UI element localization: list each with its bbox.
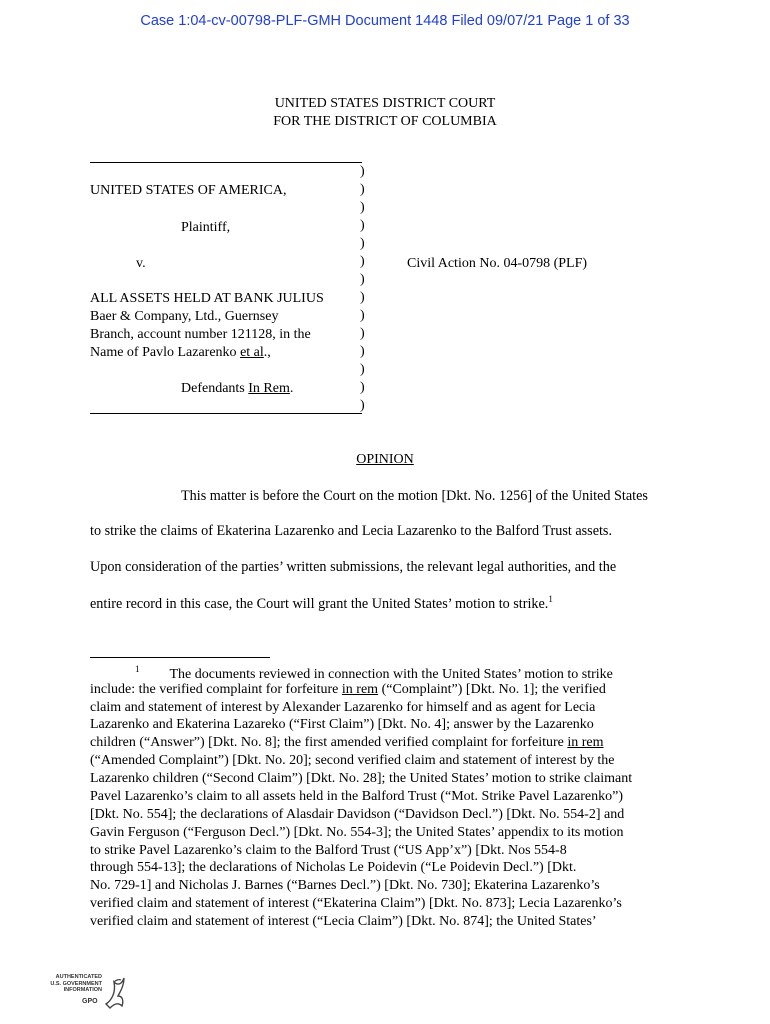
footnote-line-4: Lazarenko and Ekaterina Lazareko (“First Claim”) [Dkt. No. 4]; answer by the Lazarenko: [90, 717, 594, 732]
caption-parentheses: ) ) ) ) ) ) ) ) ) ) ) ) ) ): [360, 164, 365, 413]
footnote-line-15: verified claim and statement of interest (“Lecia Claim”) [Dkt. No. 874]; the United States’: [90, 914, 597, 929]
eagle-icon: [102, 974, 128, 1010]
footnote-line-5: children (“Answer”) [Dkt. No. 8]; the first amended verified complaint for forfeiture in rem: [90, 735, 604, 750]
defendant-line-3: Branch, account number 121128, in the: [90, 327, 311, 342]
seal-text: AUTHENTICATED U.S. GOVERNMENT INFORMATION: [50, 974, 102, 993]
footnote-line-6: (“Amended Complaint”) [Dkt. No. 20]; second verified claim and statement of interest by the: [90, 753, 615, 768]
plaintiff-role: Plaintiff,: [181, 220, 231, 235]
court-name-line2: FOR THE DISTRICT OF COLUMBIA: [273, 114, 497, 129]
footnote-reference[interactable]: 1: [548, 594, 553, 604]
versus: v.: [136, 256, 146, 271]
body-line-2: to strike the claims of Ekaterina Lazarenko and Lecia Lazarenko to the Balford Trust assets.: [90, 523, 612, 539]
footnote-separator: [90, 657, 270, 658]
footnote-line-12: through 554-13]; the declarations of Nicholas Le Poidevin (“Le Poidevin Decl.”) [Dkt.: [90, 860, 577, 875]
body-line-3: Upon consideration of the parties’ written submissions, the relevant legal authorities, and the: [90, 559, 617, 575]
footnote-line-11: to strike Pavel Lazarenko’s claim to the Balford Trust (“US App’x”) [Dkt. Nos 554-8: [90, 843, 567, 858]
footnote-line-7: Lazarenko children (“Second Claim”) [Dkt. No. 28]; the United States’ motion to strike claimant: [90, 771, 633, 786]
civil-action-number: Civil Action No. 04-0798 (PLF): [407, 256, 588, 271]
body-line-1: This matter is before the Court on the motion [Dkt. No. 1256] of the United States: [181, 488, 648, 504]
footnote-line-3: claim and statement of interest by Alexander Lazarenko for himself and as agent for Lecia: [90, 700, 596, 715]
defendant-role: Defendants In Rem.: [181, 381, 294, 396]
footnote-line-9: [Dkt. No. 554]; the declarations of Alasdair Davidson (“Davidson Decl.”) [Dkt. No. 554-2] and: [90, 807, 625, 822]
gpo-authentication-seal: [44, 974, 134, 1012]
opinion-title: OPINION: [356, 452, 414, 467]
body-line-4: entire record in this case, the Court will grant the United States’ motion to strike.$^1$: [90, 594, 553, 612]
defendant-line-1: ALL ASSETS HELD AT BANK JULIUS: [90, 291, 324, 306]
footnote-number: 1: [135, 664, 140, 674]
caption-bottom-rule: [90, 413, 362, 414]
defendant-line-2: Baer & Company, Ltd., Guernsey: [90, 309, 279, 324]
footnote-line-14: verified claim and statement of interest (“Ekaterina Claim”) [Dkt. No. 873]; Lecia Lazarenko’s: [90, 896, 622, 911]
caption-top-rule: [90, 162, 362, 163]
footnote-line-13: No. 729-1] and Nicholas J. Barnes (“Barnes Decl.”) [Dkt. No. 730]; Ekaterina Lazarenko’s: [90, 878, 600, 893]
footnote-line-2: include: the verified complaint for forfeiture in rem (“Complaint”) [Dkt. No. 1]; the verified: [90, 682, 606, 697]
defendant-line-4: Name of Pavlo Lazarenko et al.,: [90, 345, 271, 360]
footnote-line-10: Gavin Ferguson (“Ferguson Decl.”) [Dkt. No. 554-3]; the United States’ appendix to its motion: [90, 825, 624, 840]
plaintiff-name: UNITED STATES OF AMERICA,: [90, 183, 287, 198]
footnote-first-line: $^1$ The documents reviewed in connection with the United States’ motion to strike: [135, 664, 613, 682]
court-name-line1: UNITED STATES DISTRICT COURT: [274, 96, 496, 111]
case-header: Case 1:04-cv-00798-PLF-GMH Document 1448 Filed 09/07/21 Page 1 of 33: [140, 13, 630, 29]
footnote-line-8: Pavel Lazarenko’s claim to all assets held in the Balford Trust (“Mot. Strike Pavel Lazarenko”): [90, 789, 624, 804]
seal-gpo-label: GPO: [82, 998, 98, 1005]
